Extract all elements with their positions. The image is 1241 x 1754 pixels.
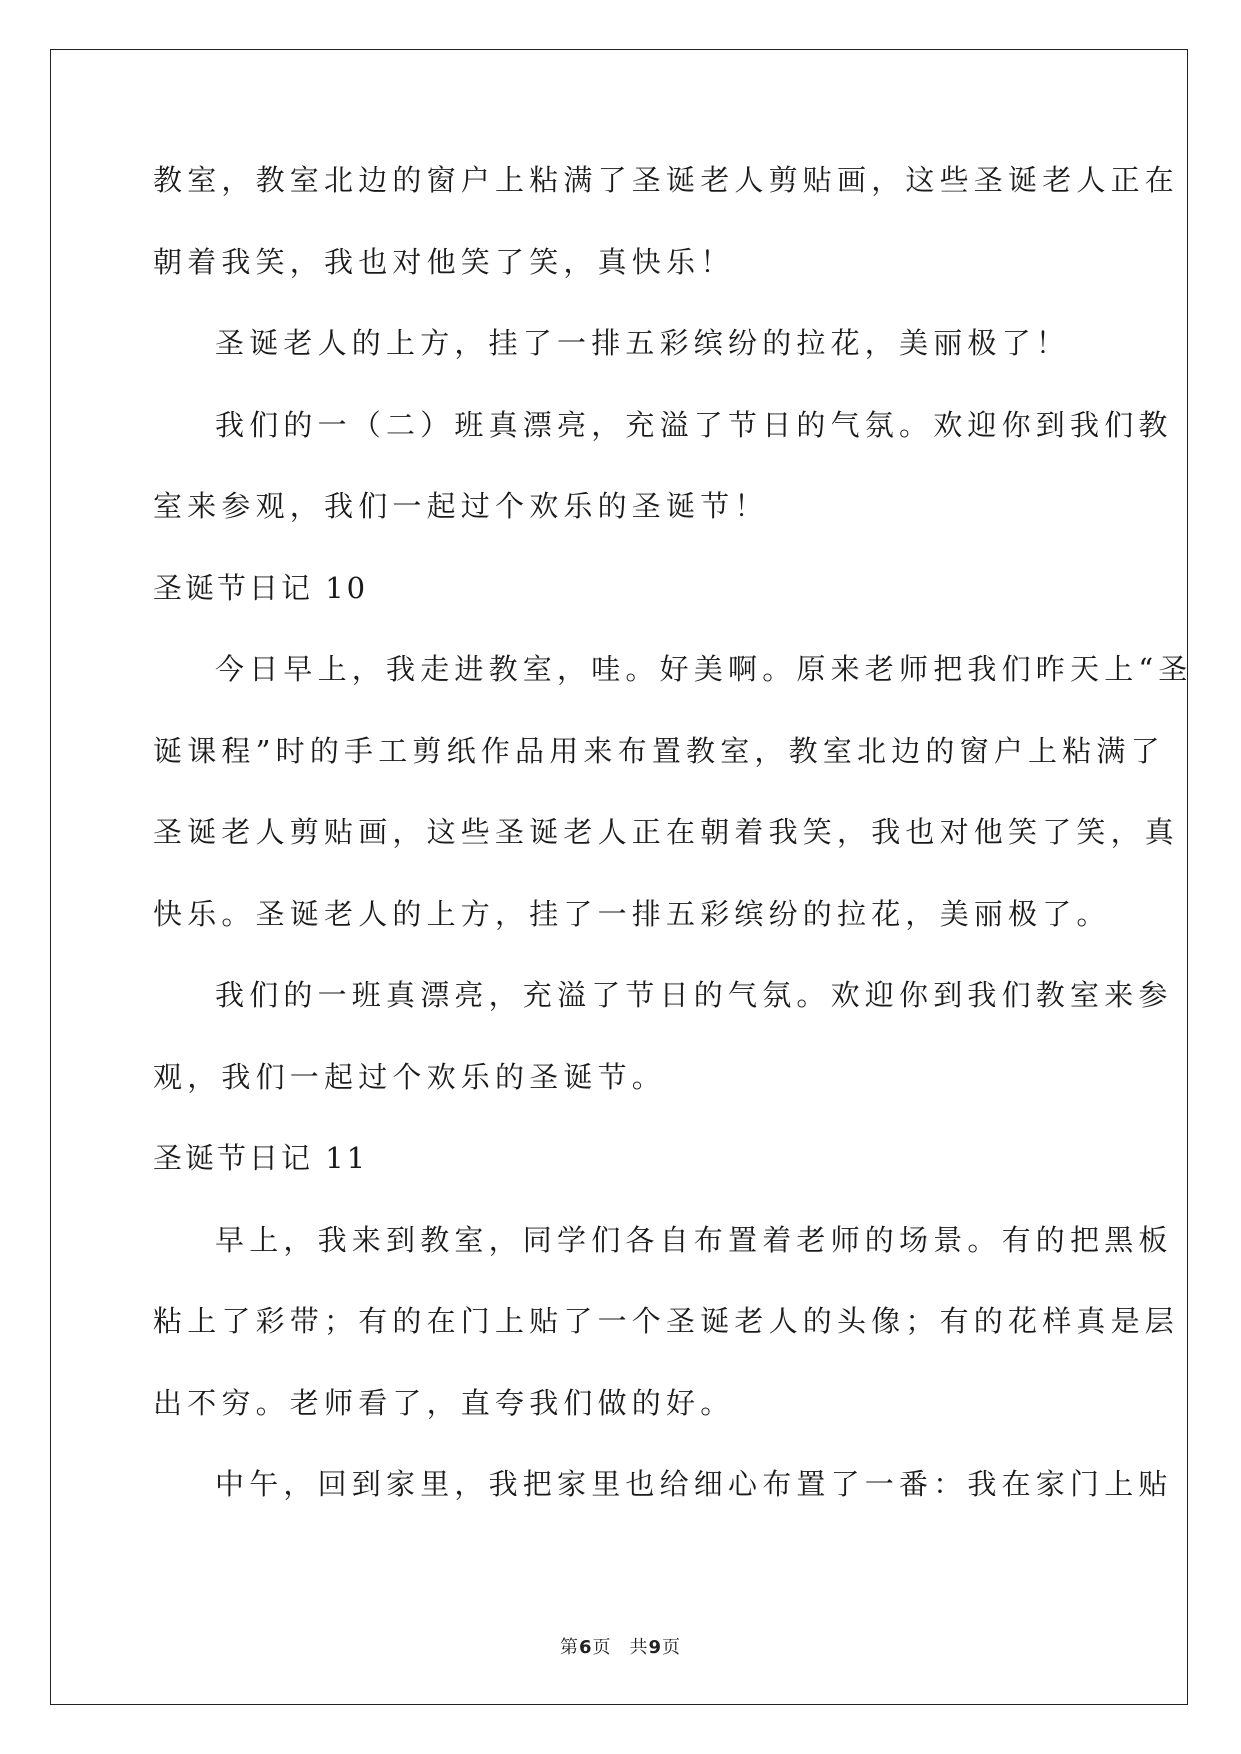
- paragraph-start: 中午，回到家里，我把家里也给细心布置了一番：我在家门上贴: [215, 1467, 1173, 1501]
- text-line: 粘上了彩带；有的在门上贴了一个圣诞老人的头像；有的花样真是层: [153, 1304, 1180, 1338]
- page-number: 第6页: [559, 1637, 612, 1658]
- text-line: 朝着我笑，我也对他笑了笑，真快乐！: [153, 244, 735, 279]
- text-line: 诞课程”时的手工剪纸作品用来布置教室，教室北边的窗户上粘满了: [153, 733, 1165, 768]
- paragraph-start: 我们的一班真漂亮，充溢了节日的气氛。欢迎你到我们教室来参: [215, 978, 1173, 1012]
- text-line: 圣诞老人剪贴画，这些圣诞老人正在朝着我笑，我也对他笑了笑，真: [153, 815, 1180, 849]
- page-total: 共9页: [629, 1637, 682, 1658]
- page-footer: [0, 1633, 1241, 1659]
- paragraph-start: 我们的一（二）班真漂亮，充溢了节日的气氛。欢迎你到我们教: [215, 407, 1173, 442]
- text-line: 出不穷。老师看了，直夸我们做的好。: [153, 1385, 735, 1420]
- text-line: 教室，教室北边的窗户上粘满了圣诞老人剪贴画，这些圣诞老人正在: [153, 163, 1180, 197]
- paragraph-start: 早上，我来到教室，同学们各自布置着老师的场景。有的把黑板: [215, 1222, 1173, 1257]
- paragraph-start: 圣诞老人的上方，挂了一排五彩缤纷的拉花，美丽极了！: [215, 326, 1071, 360]
- text-line: 快乐。圣诞老人的上方，挂了一排五彩缤纷的拉花，美丽极了。: [153, 896, 1111, 931]
- text-line: 观，我们一起过个欢乐的圣诞节。: [153, 1059, 667, 1094]
- document-body: [153, 160, 1193, 1546]
- section-heading: 圣诞节日记 11: [153, 1141, 369, 1175]
- section-heading: 圣诞节日记 10: [153, 570, 369, 605]
- text-line: 室来参观，我们一起过个欢乐的圣诞节！: [153, 489, 769, 523]
- paragraph-start: 今日早上，我走进教室，哇。好美啊。原来老师把我们昨天上“圣: [215, 652, 1193, 686]
